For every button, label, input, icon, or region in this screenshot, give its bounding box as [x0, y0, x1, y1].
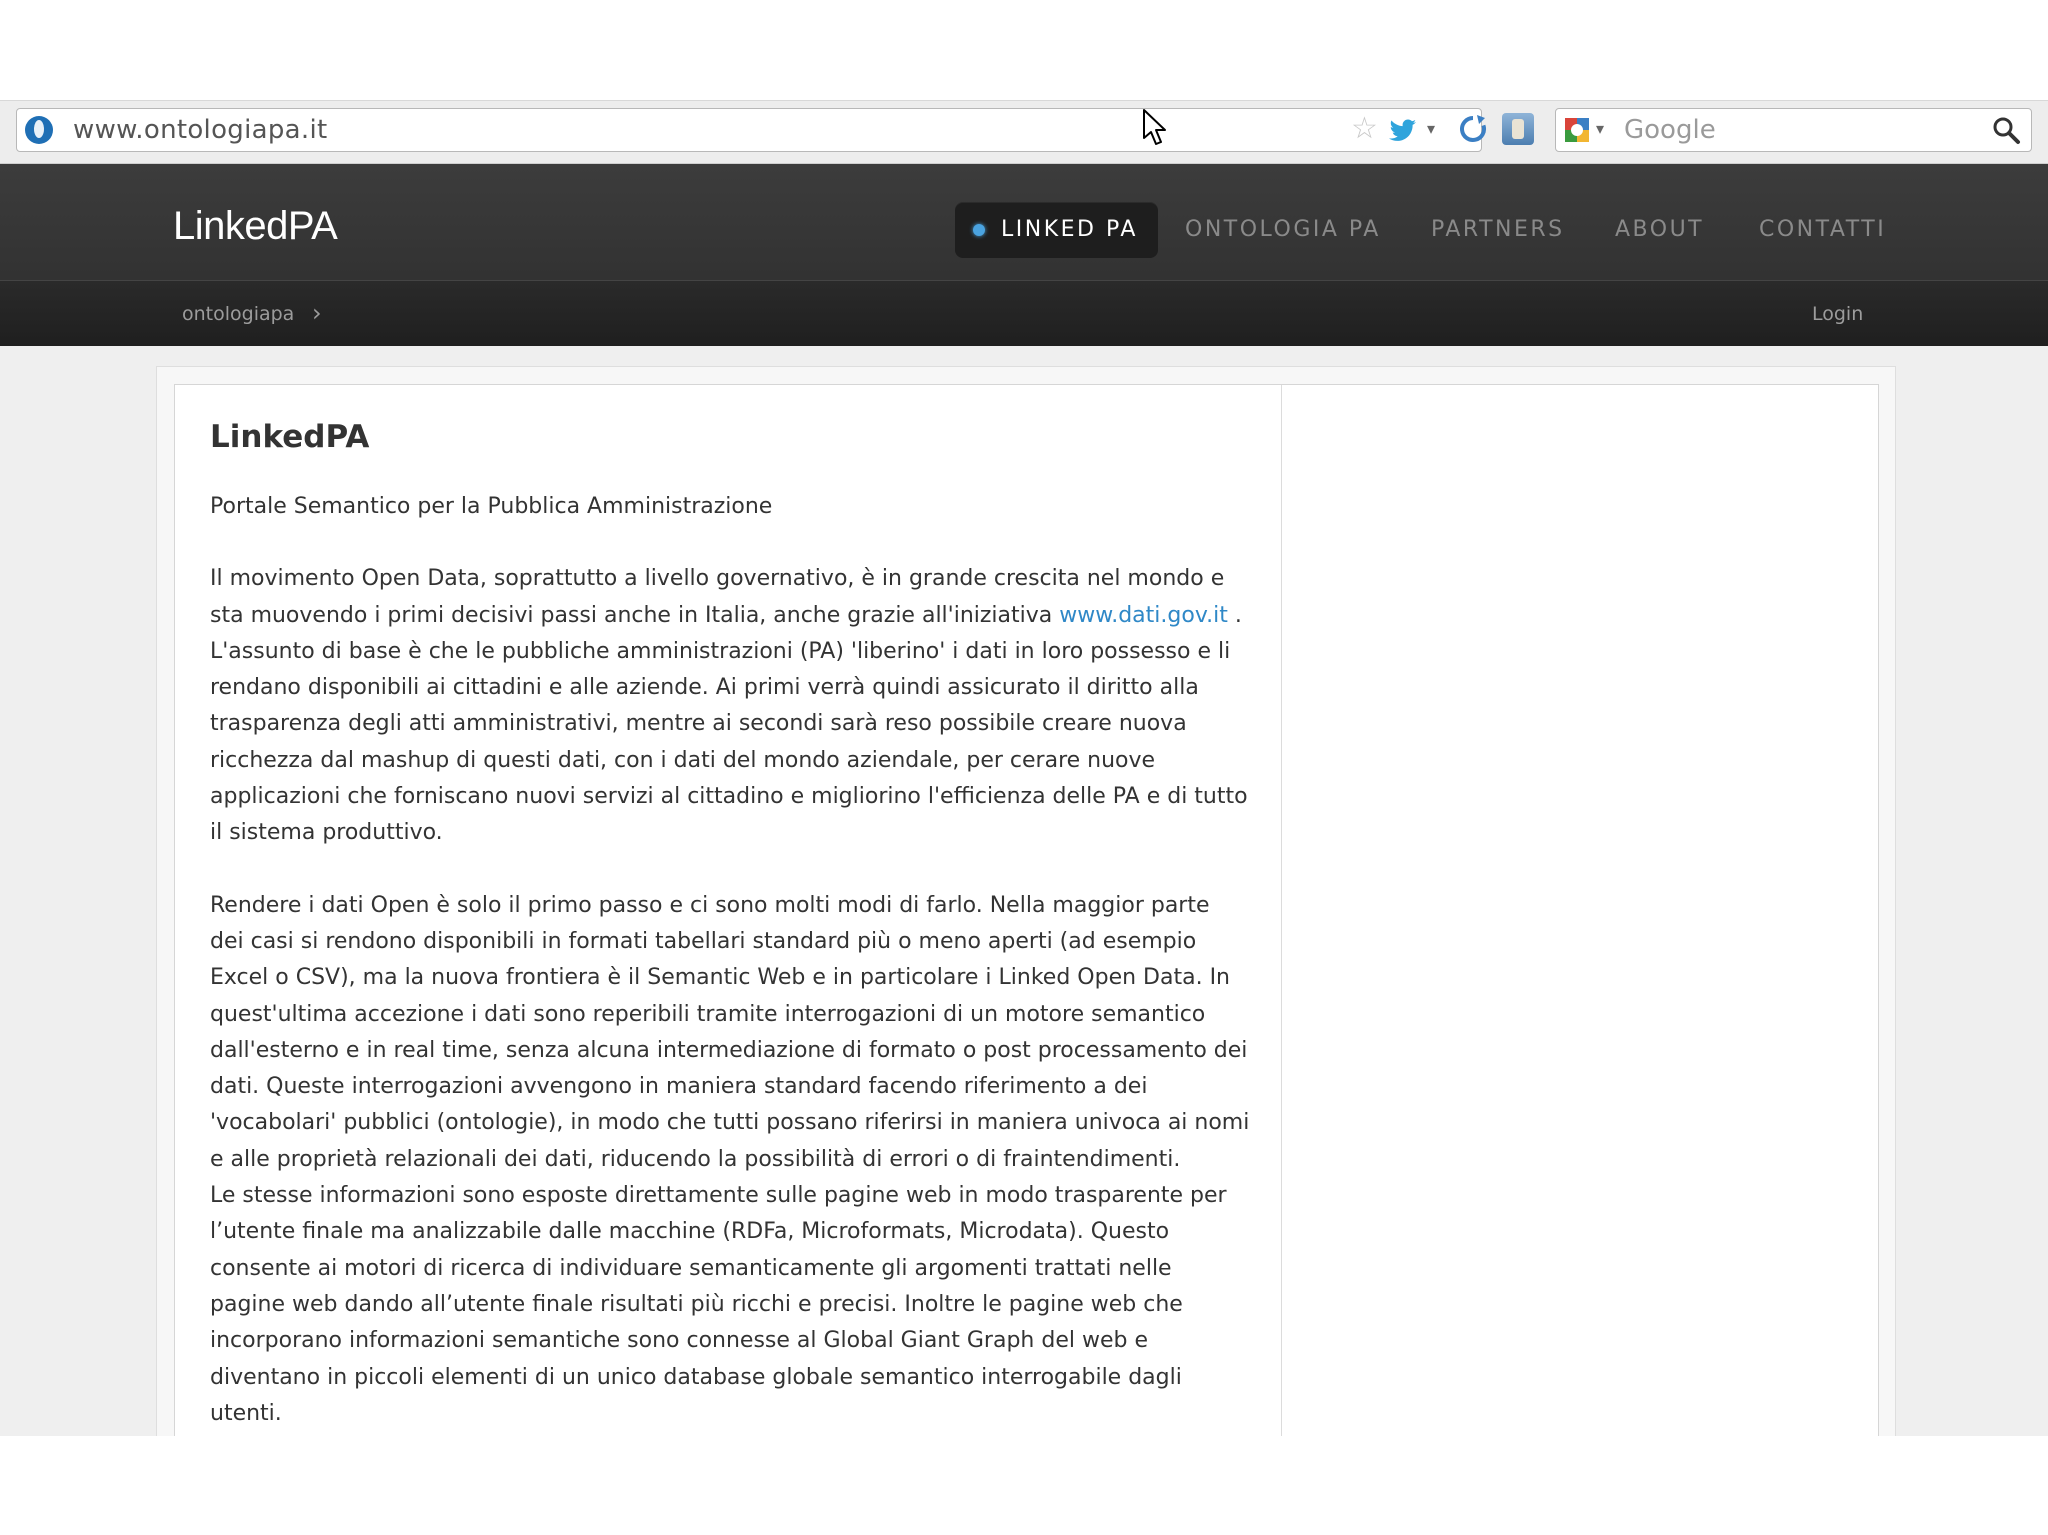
addon-extension-icon[interactable]: [1502, 113, 1534, 145]
main-content-panel: [174, 384, 1879, 1436]
search-input[interactable]: Google: [1624, 115, 1716, 145]
nav-item-label: LINKED PA: [1001, 217, 1138, 242]
search-engine-dropdown-chevron-icon[interactable]: ▾: [1596, 119, 1605, 138]
login-link[interactable]: Login: [1812, 303, 1864, 325]
sidebar-divider: [1281, 385, 1282, 1437]
nav-item-label: ONTOLOGIA PA: [1185, 217, 1381, 242]
paragraph-text: Il movimento Open Data, soprattutto a livello governativo, è in grande crescita nel mondo e sta muovendo i primi decisivi passi anche in Italia, anche grazie all'iniziativa: [210, 566, 1225, 628]
nav-item-label: PARTNERS: [1431, 217, 1565, 242]
nav-item-contatti[interactable]: [1759, 202, 1886, 258]
search-icon[interactable]: [1991, 115, 2021, 145]
search-box[interactable]: [1555, 108, 2032, 152]
page-title: LinkedPA: [210, 419, 370, 455]
nav-item-about[interactable]: [1615, 202, 1704, 258]
nav-item-ontologia-pa[interactable]: [1185, 202, 1381, 258]
site-logo[interactable]: LinkedPA: [173, 204, 338, 248]
mouse-cursor-icon: [1142, 108, 1168, 146]
article-subtitle: Portale Semantico per la Pubblica Amministrazione: [210, 494, 773, 519]
article-paragraph-1: [210, 561, 1250, 851]
site-favicon-icon: [25, 116, 53, 144]
nav-item-partners[interactable]: [1431, 202, 1565, 258]
nav-item-label: ABOUT: [1615, 217, 1705, 242]
bookmark-star-icon[interactable]: ☆: [1351, 111, 1378, 146]
active-indicator-dot-icon: [973, 224, 985, 236]
nav-item-label: CONTATTI: [1759, 217, 1887, 242]
breadcrumb-bar: [0, 280, 2048, 347]
article-paragraph-2: Rendere i dati Open è solo il primo passo e ci sono molti modi di farlo. Nella maggior parte dei casi si rendono disponibili in formati tabellari standard più o meno aperti (ad esempio Excel o CSV), ma la nuova frontiera è il Semantic Web e in particolare i Linked Open Data. In quest'ultima accezione i dati sono reperibili tramite interrogazioni di un motore semantico dall'esterno e in real time, senza alcuna intermediazione di formato o post processamento dei dati. Queste interrogazioni avvengono in maniera standard facendo riferimento a dei 'vocabolari' pubblici (ontologie), in modo che tutti possano riferirsi in maniera univoca ai nomi e alle proprietà relazionali dei dati, riducendo la possibilità di errori o di fraintendimenti.: [210, 892, 1250, 1172]
google-search-engine-icon[interactable]: [1564, 117, 1590, 143]
nav-item-linked-pa[interactable]: [955, 202, 1158, 258]
address-bar[interactable]: [16, 108, 1482, 152]
twitter-dropdown-chevron-icon[interactable]: ▾: [1427, 119, 1436, 138]
browser-toolbar: [0, 100, 2048, 164]
url-text[interactable]: www.ontologiapa.it: [73, 115, 328, 145]
site-header: [0, 164, 2048, 346]
reload-icon[interactable]: [1457, 113, 1489, 145]
article-paragraph-3: Le stesse informazioni sono esposte direttamente sulle pagine web in modo trasparente per l’utente finale ma analizzabile dalle macchine (RDFa, Microformats, Microdata). Questo consente ai motori di ricerca di individuare semanticamente gli argomenti trattati nelle pagine web dando all’utente finale risultati più ricchi e precisi. Inoltre le pagine web che incorporano informazioni semantiche sono connesse al Global Giant Graph del web e diventano in piccoli elementi di un unico database globale semantico interrogabile dagli utenti.: [210, 1183, 1227, 1426]
breadcrumb-chevron-right-icon: ›: [312, 299, 322, 327]
breadcrumb-home-link[interactable]: ontologiapa: [182, 303, 295, 325]
paragraph-text: . L'assunto di base è che le pubbliche amministrazioni (PA) 'liberino' i dati in loro possesso e li rendano disponibili ai cittadini e alle aziende. Ai primi verrà quindi assicurato il diritto alla trasparenza degli atti amministrativi, mentre ai secondi sarà reso possibile creare nuova ricchezza dal mashup di questi dati, con i dati del mondo aziendale, per cerare nuove applicazioni che forniscano nuovi servizi al cittadino e migliorino l'efficienza delle PA e di tutto il sistema produttivo.: [210, 602, 1248, 846]
twitter-bird-icon[interactable]: [1387, 119, 1417, 141]
article: [210, 419, 1250, 1468]
bottom-margin: [0, 1436, 2048, 1535]
dati-gov-link[interactable]: www.dati.gov.it: [1059, 602, 1228, 628]
